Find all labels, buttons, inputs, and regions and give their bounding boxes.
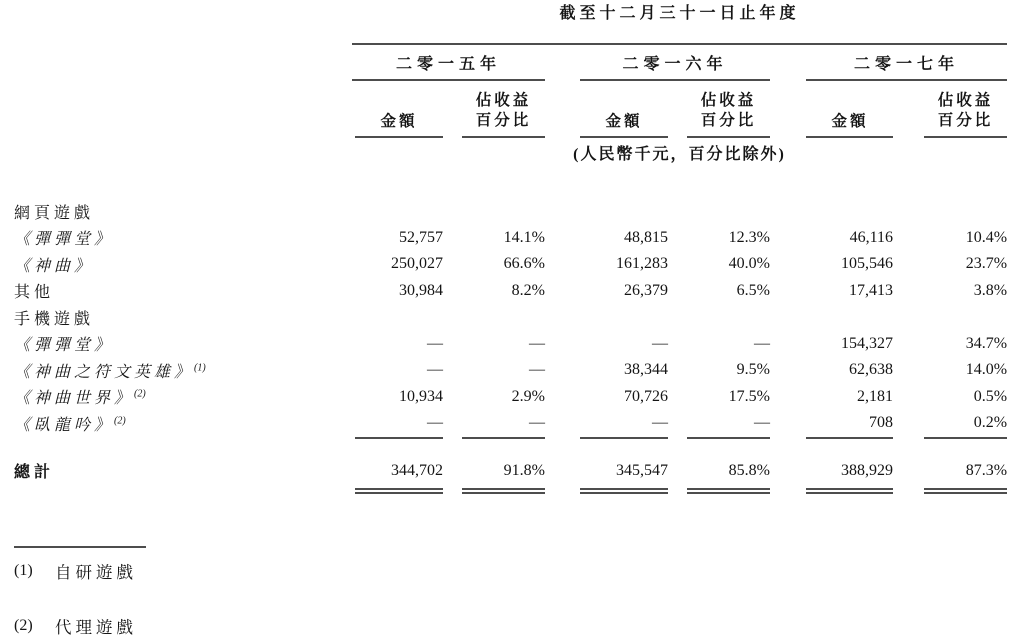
row-label: 其他 <box>14 284 55 302</box>
double-rule-line <box>687 488 770 494</box>
row-label: 《臥龍吟》$^{(2)}$ <box>14 415 126 434</box>
footnote-2 <box>14 615 1018 637</box>
revenue-breakdown-table <box>14 0 1007 496</box>
table-row-web-games <box>14 198 1007 225</box>
table-row-ddtang-mobile: 《彈彈堂》 — — — — 154,327 34.7% <box>14 331 1007 358</box>
row-label: 手機遊戲 <box>14 310 95 328</box>
percent-header: 佔收益 百分比 <box>475 91 532 129</box>
row-label: 網頁遊戲 <box>14 204 95 222</box>
table-row-shenqu-world: 《神曲世界》$^{(2)}$ 10,934 2.9% 70,726 17.5% 2,181 0.5% <box>14 384 1007 411</box>
row-label: 《神曲》 <box>14 257 95 275</box>
footnote-marker: (1) <box>14 561 33 579</box>
double-rule-line <box>462 488 545 494</box>
amount-header: 金額 <box>605 113 643 130</box>
footnote-text: 代理遊戲 <box>55 617 137 637</box>
double-rule-line <box>580 488 668 494</box>
table-row-ddtang-web: 《彈彈堂》 52,757 14.1% 48,815 12.3% 46,116 10.4% <box>14 225 1007 252</box>
table-title-row <box>14 0 1007 43</box>
amount-header: 金額 <box>380 113 418 130</box>
unit-note-row <box>14 138 1007 166</box>
footnote-text: 自研遊戲 <box>55 562 137 582</box>
footnotes-section <box>14 546 1018 637</box>
year-header-2017: 二零一七年 <box>854 55 960 73</box>
footnote-marker: (2) <box>14 616 33 634</box>
footnote-ref-1: (1) <box>194 362 206 374</box>
table-row-others: 其他 30,984 8.2% 26,379 6.5% 17,413 3.8% <box>14 278 1007 305</box>
table-row-shenqu-rune-heroes: 《神曲之符文英雄》$^{(1)}$ — — 38,344 9.5% 62,638 14.0% <box>14 357 1007 384</box>
double-rule-line <box>355 488 443 494</box>
year-header-2015: 二零一五年 <box>395 55 501 73</box>
footnote-1 <box>14 560 1018 582</box>
double-rule-line <box>806 488 893 494</box>
table-row-wolongyin: 《臥龍吟》$^{(2)}$ — — — — 708 0.2% <box>14 410 1007 437</box>
row-label: 《彈彈堂》 <box>14 231 115 249</box>
double-rule-line <box>924 488 1007 494</box>
total-label: 總計 <box>14 464 55 481</box>
row-label: 《神曲世界》$^{(2)}$ <box>14 388 146 408</box>
footnote-ref-2: (2) <box>114 415 126 427</box>
percent-header: 佔收益 百分比 <box>937 91 994 129</box>
footnote-ref-2: (2) <box>134 388 146 400</box>
row-label: 《神曲之符文英雄》$^{(1)}$ <box>14 362 206 381</box>
footnote-divider-line <box>14 546 146 548</box>
amount-header: 金額 <box>831 113 869 130</box>
table-row-shenqu: 《神曲》 250,027 66.6% 161,283 40.0% 105,546 23.7% <box>14 251 1007 278</box>
table-row-mobile-games <box>14 304 1007 331</box>
year-header-row <box>14 45 1007 79</box>
row-label: 《彈彈堂》 <box>14 337 115 355</box>
table-row-total: 總計 344,702 91.8% 345,547 85.8% 388,929 87.3% <box>14 456 1007 486</box>
percent-header: 佔收益 百分比 <box>700 91 757 129</box>
subheader-row <box>14 81 1007 136</box>
year-header-2016: 二零一六年 <box>622 55 728 73</box>
table-title: 截至十二月三十一日止年度 <box>559 5 800 22</box>
unit-note: (人民幣千元，百分比除外) <box>573 145 786 163</box>
total-double-rule-row <box>14 486 1007 496</box>
